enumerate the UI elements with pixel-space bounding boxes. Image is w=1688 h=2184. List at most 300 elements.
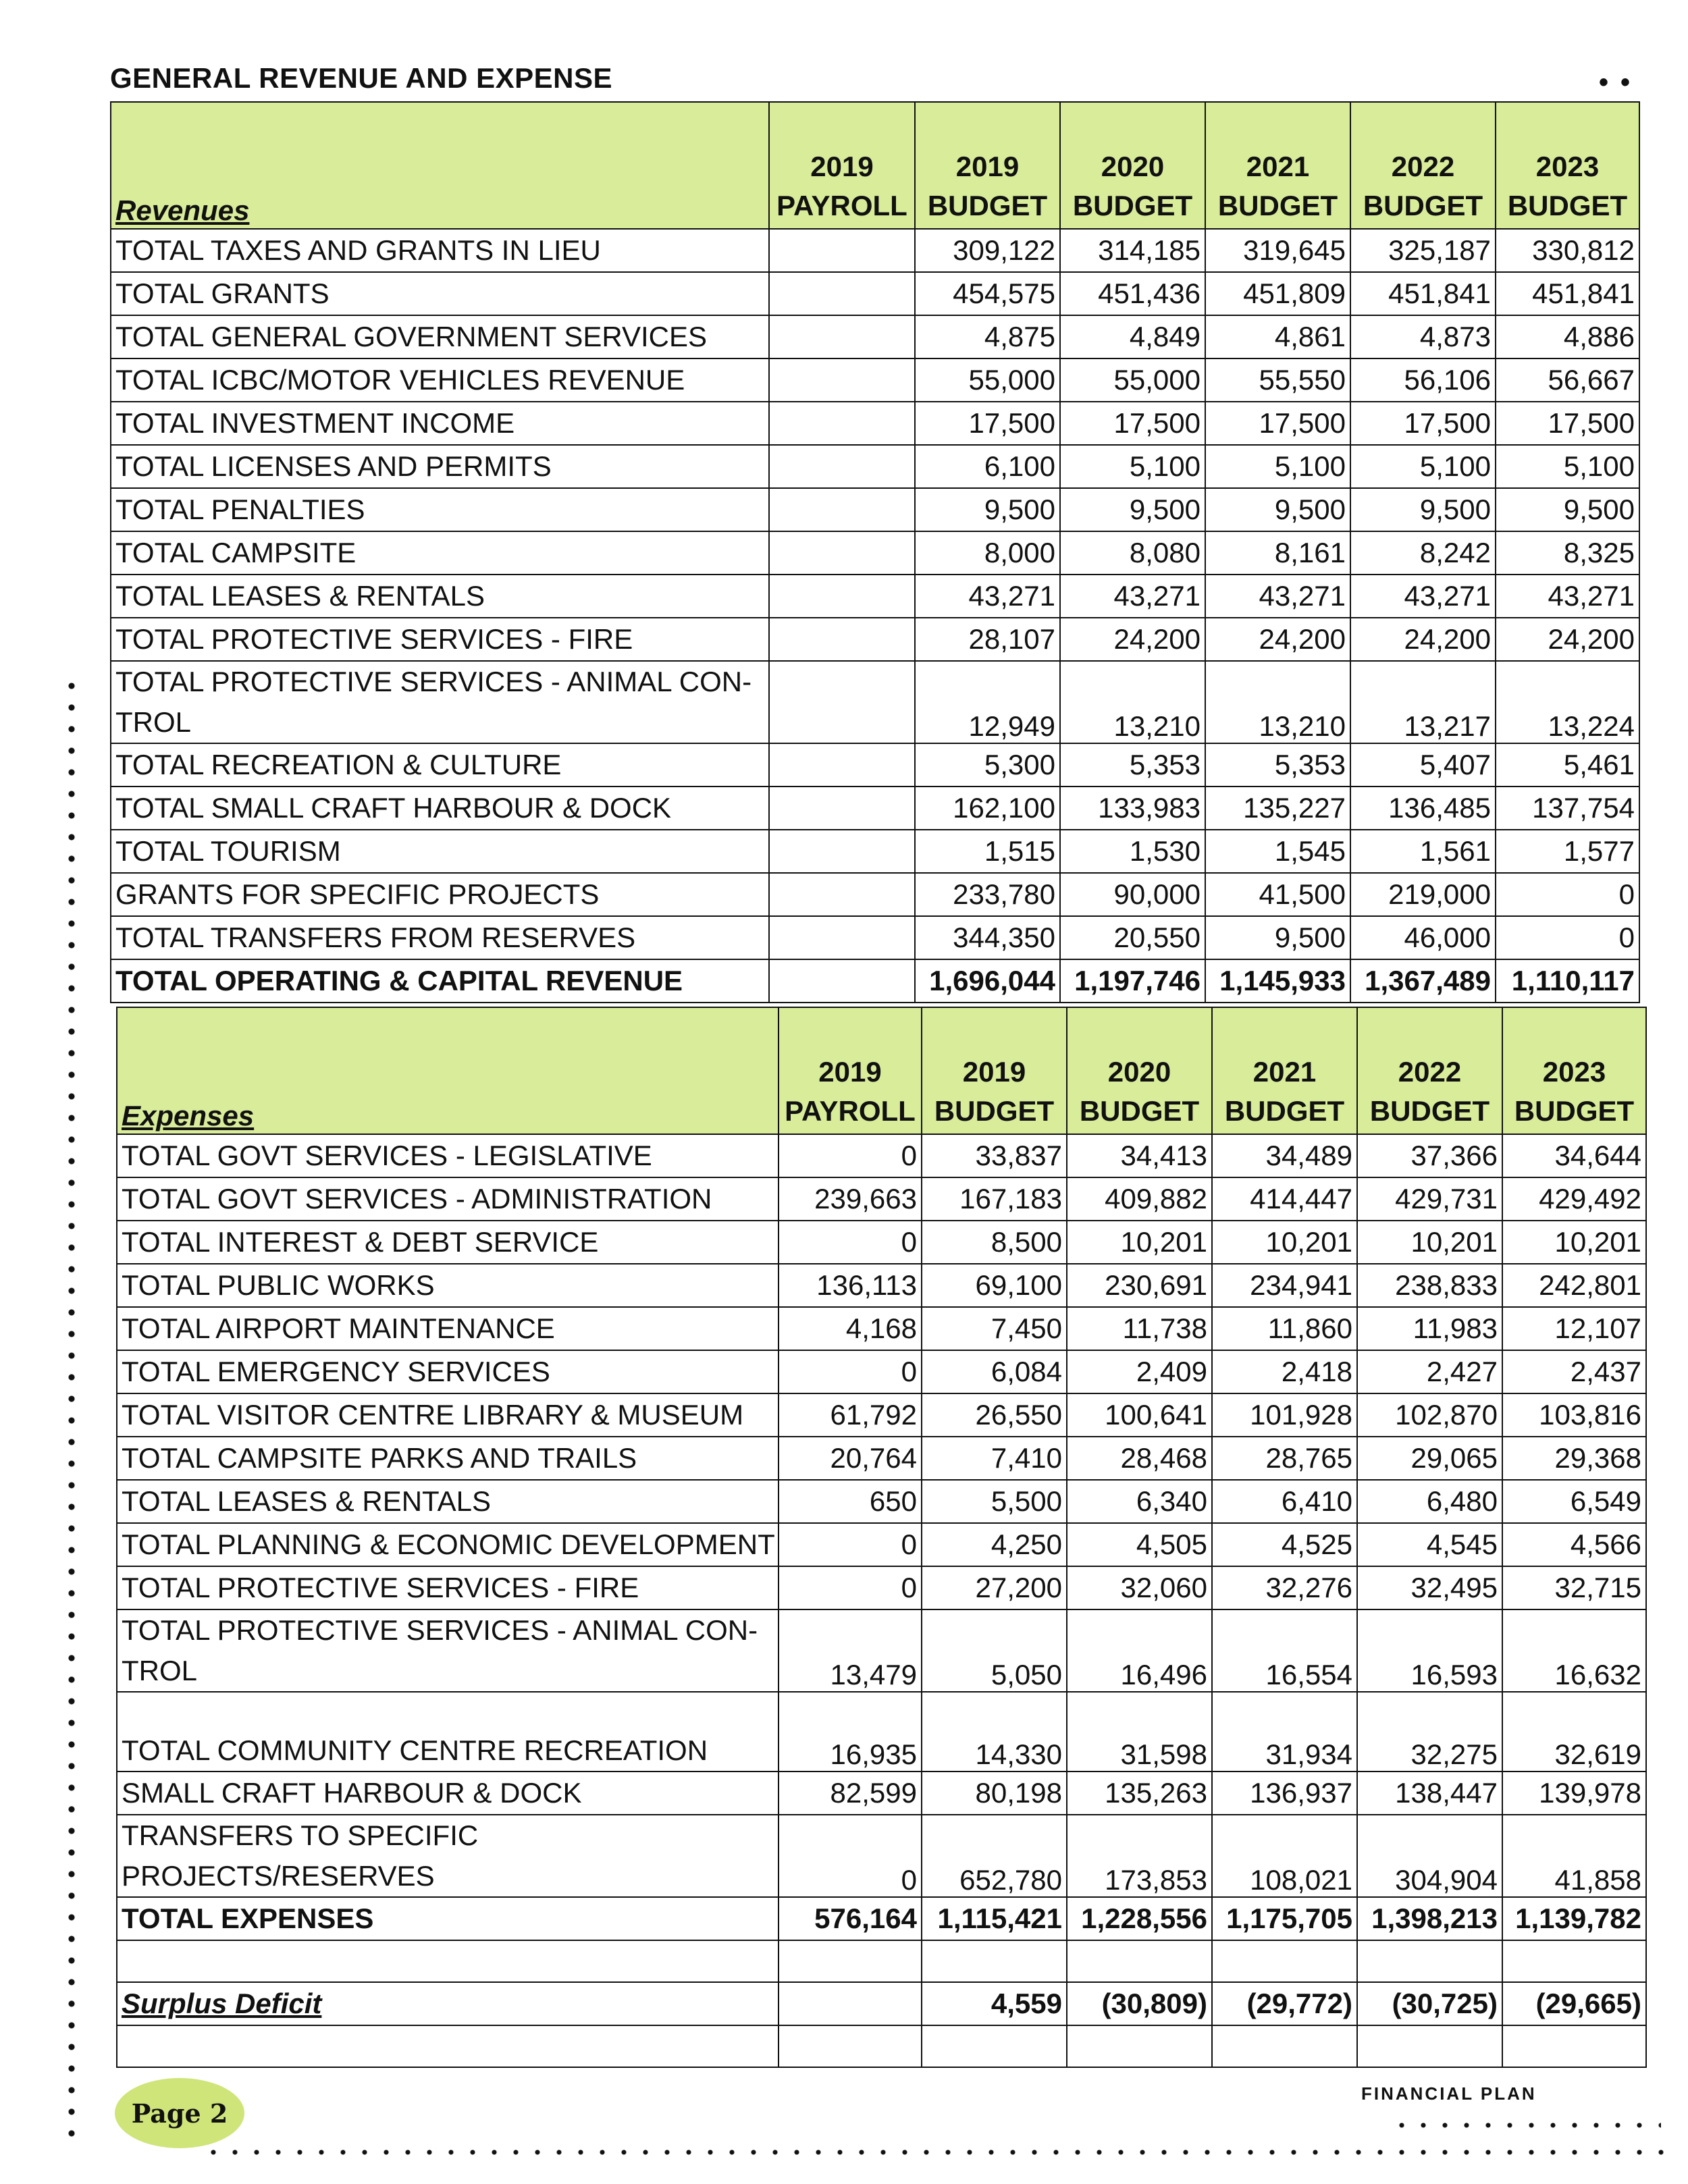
header-row [117, 1007, 1646, 1134]
cell-value: 8,080 [1060, 531, 1205, 575]
total-label: TOTAL EXPENSES [117, 1897, 779, 1940]
row-label: TOTAL PROTECTIVE SERVICES - ANIMAL CON-TROL [111, 661, 769, 743]
table-row [111, 358, 1639, 402]
cell-value: 13,210 [1060, 661, 1205, 743]
cell-value: 451,841 [1350, 272, 1496, 315]
cell-value: 24,200 [1496, 618, 1639, 661]
total-label: TOTAL OPERATING & CAPITAL REVENUE [111, 959, 769, 1003]
cell-value: 5,100 [1205, 445, 1350, 488]
blank-cell [779, 1940, 922, 1982]
cell-value [769, 743, 915, 787]
cell-value: 4,566 [1502, 1523, 1646, 1566]
total-row [117, 1897, 1646, 1940]
table-row [111, 575, 1639, 618]
cell-value: 2,418 [1212, 1350, 1357, 1393]
cell-value: 4,250 [922, 1523, 1067, 1566]
column-header-kind: PAYROLL [785, 1095, 916, 1127]
table-row [117, 1264, 1646, 1307]
table-row [111, 787, 1639, 830]
decorative-dot-border-footer [1391, 2119, 1661, 2132]
total-value: 576,164 [779, 1897, 922, 1940]
row-label: TOTAL GENERAL GOVERNMENT SERVICES [111, 315, 769, 358]
cell-value: 16,632 [1502, 1609, 1646, 1692]
table-row [111, 488, 1639, 531]
column-header-kind: BUDGET [1224, 1095, 1345, 1127]
cell-value: 46,000 [1350, 916, 1496, 959]
cell-value: 12,949 [915, 661, 1060, 743]
blank-cell [1212, 1940, 1357, 1982]
column-header-kind: BUDGET [1072, 190, 1193, 221]
total-value: 1,145,933 [1205, 959, 1350, 1003]
cell-value [769, 315, 915, 358]
cell-value: 314,185 [1060, 229, 1205, 272]
cell-value: 69,100 [922, 1264, 1067, 1307]
row-label: TOTAL LICENSES AND PERMITS [111, 445, 769, 488]
surplus-value: 4,559 [922, 1982, 1067, 2025]
column-header [1060, 102, 1205, 229]
cell-value: 454,575 [915, 272, 1060, 315]
column-header [779, 1007, 922, 1134]
cell-value: 32,619 [1502, 1692, 1646, 1772]
row-label: TOTAL ICBC/MOTOR VEHICLES REVENUE [111, 358, 769, 402]
cell-value: 230,691 [1067, 1264, 1212, 1307]
cell-value: 9,500 [1496, 488, 1639, 531]
cell-value: 4,545 [1357, 1523, 1502, 1566]
cell-value: 32,715 [1502, 1566, 1646, 1609]
row-label: TOTAL COMMUNITY CENTRE RECREATION [117, 1692, 779, 1772]
cell-value: 136,937 [1212, 1772, 1357, 1815]
section-heading: Revenues [111, 102, 769, 229]
cell-value: 233,780 [915, 873, 1060, 916]
cell-value: 11,860 [1212, 1307, 1357, 1350]
row-label: TOTAL AIRPORT MAINTENANCE [117, 1307, 779, 1350]
cell-value: 32,495 [1357, 1566, 1502, 1609]
table-row [117, 1480, 1646, 1523]
column-header-year: 2021 [1246, 151, 1310, 182]
cell-value: 61,792 [779, 1393, 922, 1437]
cell-value: 13,479 [779, 1609, 922, 1692]
cell-value: 2,427 [1357, 1350, 1502, 1393]
cell-value: 41,858 [1502, 1815, 1646, 1897]
cell-value: 101,928 [1212, 1393, 1357, 1437]
cell-value: 108,021 [1212, 1815, 1357, 1897]
column-header-year: 2022 [1398, 1056, 1462, 1088]
cell-value [769, 830, 915, 873]
cell-value [769, 272, 915, 315]
cell-value: 16,593 [1357, 1609, 1502, 1692]
cell-value: 133,983 [1060, 787, 1205, 830]
cell-value [769, 575, 915, 618]
column-header [1205, 102, 1350, 229]
column-header-year: 2023 [1542, 1056, 1606, 1088]
column-header-year: 2023 [1535, 151, 1600, 182]
table-row [117, 1177, 1646, 1221]
surplus-row [117, 1982, 1646, 2025]
blank-cell [1502, 2025, 1646, 2067]
cell-value: 9,500 [1205, 916, 1350, 959]
cell-value: 173,853 [1067, 1815, 1212, 1897]
cell-value: 4,525 [1212, 1523, 1357, 1566]
cell-value: 43,271 [915, 575, 1060, 618]
total-value: 1,398,213 [1357, 1897, 1502, 1940]
cell-value [769, 445, 915, 488]
blank-cell [922, 1940, 1067, 1982]
total-value: 1,367,489 [1350, 959, 1496, 1003]
blank-row [117, 1940, 1646, 1982]
cell-value: 56,667 [1496, 358, 1639, 402]
cell-value: 28,765 [1212, 1437, 1357, 1480]
cell-value: 24,200 [1060, 618, 1205, 661]
row-label: GRANTS FOR SPECIFIC PROJECTS [111, 873, 769, 916]
table-row [117, 1609, 1646, 1692]
cell-value [769, 358, 915, 402]
cell-value: 234,941 [1212, 1264, 1357, 1307]
cell-value: 13,210 [1205, 661, 1350, 743]
page-number-badge: Page 2 [115, 2078, 244, 2148]
decorative-dot-border-bottom [203, 2146, 1674, 2159]
total-value: 1,228,556 [1067, 1897, 1212, 1940]
cell-value: 9,500 [1060, 488, 1205, 531]
table-row [117, 1523, 1646, 1566]
total-value: 1,175,705 [1212, 1897, 1357, 1940]
cell-value: 28,107 [915, 618, 1060, 661]
total-value: 1,115,421 [922, 1897, 1067, 1940]
cell-value: 10,201 [1067, 1221, 1212, 1264]
cell-value: 137,754 [1496, 787, 1639, 830]
cell-value: 12,107 [1502, 1307, 1646, 1350]
cell-value: 650 [779, 1480, 922, 1523]
cell-value: 100,641 [1067, 1393, 1212, 1437]
table-row [117, 1772, 1646, 1815]
decorative-dot-border-left [65, 675, 78, 2147]
table-row [111, 402, 1639, 445]
cell-value: 1,545 [1205, 830, 1350, 873]
cell-value: 5,300 [915, 743, 1060, 787]
cell-value: 56,106 [1350, 358, 1496, 402]
cell-value: 304,904 [1357, 1815, 1502, 1897]
column-header-year: 2019 [955, 151, 1020, 182]
cell-value: 26,550 [922, 1393, 1067, 1437]
surplus-label: Surplus Deficit [117, 1982, 779, 2025]
column-header-year: 2019 [818, 1056, 882, 1088]
cell-value: 7,410 [922, 1437, 1067, 1480]
cell-value: 17,500 [1060, 402, 1205, 445]
cell-value [769, 661, 915, 743]
row-label: TOTAL RECREATION & CULTURE [111, 743, 769, 787]
cell-value: 32,060 [1067, 1566, 1212, 1609]
cell-value: 4,505 [1067, 1523, 1212, 1566]
table-row [117, 1393, 1646, 1437]
cell-value: 80,198 [922, 1772, 1067, 1815]
blank-row [117, 2025, 1646, 2067]
cell-value: 9,500 [1350, 488, 1496, 531]
cell-value [769, 531, 915, 575]
cell-value: 135,227 [1205, 787, 1350, 830]
section-heading: Expenses [117, 1007, 779, 1134]
cell-value: 409,882 [1067, 1177, 1212, 1221]
row-label: TOTAL SMALL CRAFT HARBOUR & DOCK [111, 787, 769, 830]
table-row [111, 743, 1639, 787]
table-row [111, 531, 1639, 575]
cell-value: 451,809 [1205, 272, 1350, 315]
table-row [111, 661, 1639, 743]
row-label: TOTAL INTEREST & DEBT SERVICE [117, 1221, 779, 1264]
cell-value: 0 [1496, 873, 1639, 916]
row-label: TOTAL PROTECTIVE SERVICES - FIRE [111, 618, 769, 661]
row-label: TOTAL INVESTMENT INCOME [111, 402, 769, 445]
cell-value: 5,407 [1350, 743, 1496, 787]
decorative-dots: •• [1599, 68, 1643, 97]
row-label: TOTAL PROTECTIVE SERVICES - ANIMAL CON-TROL [117, 1609, 779, 1692]
cell-value: 82,599 [779, 1772, 922, 1815]
cell-value: 5,100 [1496, 445, 1639, 488]
cell-value: 4,861 [1205, 315, 1350, 358]
cell-value: 10,201 [1212, 1221, 1357, 1264]
column-header-year: 2021 [1252, 1056, 1317, 1088]
column-header-year: 2020 [1107, 1056, 1171, 1088]
table-row [117, 1134, 1646, 1177]
surplus-value [779, 1982, 922, 2025]
cell-value: 20,764 [779, 1437, 922, 1480]
table-row [111, 916, 1639, 959]
cell-value: 11,983 [1357, 1307, 1502, 1350]
cell-value: 242,801 [1502, 1264, 1646, 1307]
column-header-kind: BUDGET [934, 1095, 1055, 1127]
cell-value: 2,409 [1067, 1350, 1212, 1393]
column-header-year: 2019 [962, 1056, 1026, 1088]
table-row [111, 229, 1639, 272]
cell-value: 319,645 [1205, 229, 1350, 272]
cell-value: 43,271 [1060, 575, 1205, 618]
cell-value: 344,350 [915, 916, 1060, 959]
table-row [111, 445, 1639, 488]
cell-value: 451,841 [1496, 272, 1639, 315]
cell-value: 17,500 [1350, 402, 1496, 445]
cell-value: 55,000 [1060, 358, 1205, 402]
cell-value: 37,366 [1357, 1134, 1502, 1177]
cell-value: 239,663 [779, 1177, 922, 1221]
column-header [1067, 1007, 1212, 1134]
cell-value: 24,200 [1205, 618, 1350, 661]
cell-value: 5,353 [1060, 743, 1205, 787]
cell-value: 0 [779, 1815, 922, 1897]
column-header-year: 2019 [810, 151, 874, 182]
cell-value [769, 488, 915, 531]
cell-value: 0 [779, 1221, 922, 1264]
cell-value: 167,183 [922, 1177, 1067, 1221]
column-header [1357, 1007, 1502, 1134]
cell-value [769, 916, 915, 959]
column-header-kind: BUDGET [1369, 1095, 1490, 1127]
cell-value: 10,201 [1357, 1221, 1502, 1264]
cell-value: 136,113 [779, 1264, 922, 1307]
cell-value: 7,450 [922, 1307, 1067, 1350]
cell-value: 309,122 [915, 229, 1060, 272]
column-header [922, 1007, 1067, 1134]
cell-value: 1,530 [1060, 830, 1205, 873]
cell-value: 5,050 [922, 1609, 1067, 1692]
page-title: GENERAL REVENUE AND EXPENSE [110, 62, 612, 94]
cell-value: 13,224 [1496, 661, 1639, 743]
cell-value: 0 [779, 1134, 922, 1177]
cell-value: 31,934 [1212, 1692, 1357, 1772]
column-header [1350, 102, 1496, 229]
cell-value: 4,875 [915, 315, 1060, 358]
cell-value: 8,000 [915, 531, 1060, 575]
surplus-value: (30,809) [1067, 1982, 1212, 2025]
cell-value: 43,271 [1350, 575, 1496, 618]
cell-value: 17,500 [1205, 402, 1350, 445]
cell-value: 1,515 [915, 830, 1060, 873]
column-header-kind: BUDGET [1507, 190, 1628, 221]
cell-value: 29,065 [1357, 1437, 1502, 1480]
cell-value: 32,275 [1357, 1692, 1502, 1772]
column-header [915, 102, 1060, 229]
total-value: 1,197,746 [1060, 959, 1205, 1003]
row-label: TOTAL PUBLIC WORKS [117, 1264, 779, 1307]
cell-value: 136,485 [1350, 787, 1496, 830]
surplus-value: (29,665) [1502, 1982, 1646, 2025]
row-label: SMALL CRAFT HARBOUR & DOCK [117, 1772, 779, 1815]
blank-cell [117, 1940, 779, 1982]
cell-value: 4,849 [1060, 315, 1205, 358]
cell-value: 90,000 [1060, 873, 1205, 916]
cell-value: 1,577 [1496, 830, 1639, 873]
row-label: TOTAL VISITOR CENTRE LIBRARY & MUSEUM [117, 1393, 779, 1437]
cell-value: 5,353 [1205, 743, 1350, 787]
cell-value: 32,276 [1212, 1566, 1357, 1609]
column-header [769, 102, 915, 229]
cell-value: 5,100 [1060, 445, 1205, 488]
column-header-kind: BUDGET [927, 190, 1048, 221]
row-label: TOTAL CAMPSITE [111, 531, 769, 575]
cell-value [769, 787, 915, 830]
cell-value [769, 618, 915, 661]
cell-value: 6,549 [1502, 1480, 1646, 1523]
row-label: TOTAL EMERGENCY SERVICES [117, 1350, 779, 1393]
table-row [117, 1815, 1646, 1897]
cell-value: 135,263 [1067, 1772, 1212, 1815]
cell-value: 4,168 [779, 1307, 922, 1350]
row-label: TOTAL LEASES & RENTALS [111, 575, 769, 618]
column-header-kind: BUDGET [1363, 190, 1483, 221]
cell-value: 4,873 [1350, 315, 1496, 358]
blank-cell [779, 2025, 922, 2067]
cell-value: 55,550 [1205, 358, 1350, 402]
revenue-table [110, 101, 1640, 1003]
cell-value: 6,084 [922, 1350, 1067, 1393]
table-row [111, 618, 1639, 661]
total-value: 1,110,117 [1496, 959, 1639, 1003]
cell-value: 5,461 [1496, 743, 1639, 787]
cell-value: 414,447 [1212, 1177, 1357, 1221]
cell-value: 34,644 [1502, 1134, 1646, 1177]
blank-cell [1357, 1940, 1502, 1982]
table-row [117, 1692, 1646, 1772]
cell-value: 5,500 [922, 1480, 1067, 1523]
row-label: TOTAL GOVT SERVICES - ADMINISTRATION [117, 1177, 779, 1221]
column-header [1502, 1007, 1646, 1134]
column-header-kind: PAYROLL [776, 190, 907, 221]
footer-label: FINANCIAL PLAN [1361, 2083, 1537, 2104]
cell-value: 0 [779, 1523, 922, 1566]
cell-value: 325,187 [1350, 229, 1496, 272]
cell-value: 55,000 [915, 358, 1060, 402]
cell-value: 24,200 [1350, 618, 1496, 661]
cell-value: 0 [779, 1350, 922, 1393]
cell-value: 330,812 [1496, 229, 1639, 272]
column-header [1212, 1007, 1357, 1134]
blank-cell [1067, 1940, 1212, 1982]
blank-cell [1212, 2025, 1357, 2067]
row-label: TOTAL TAXES AND GRANTS IN LIEU [111, 229, 769, 272]
cell-value: 16,554 [1212, 1609, 1357, 1692]
cell-value: 31,598 [1067, 1692, 1212, 1772]
blank-cell [1067, 2025, 1212, 2067]
cell-value: 139,978 [1502, 1772, 1646, 1815]
cell-value: 5,100 [1350, 445, 1496, 488]
cell-value: 29,368 [1502, 1437, 1646, 1480]
cell-value: 429,492 [1502, 1177, 1646, 1221]
row-label: TOTAL TRANSFERS FROM RESERVES [111, 916, 769, 959]
cell-value [769, 873, 915, 916]
table-row [117, 1437, 1646, 1480]
blank-cell [1357, 2025, 1502, 2067]
expense-table [116, 1007, 1647, 2068]
blank-cell [922, 2025, 1067, 2067]
cell-value: 16,935 [779, 1692, 922, 1772]
cell-value: 102,870 [1357, 1393, 1502, 1437]
row-label: TOTAL TOURISM [111, 830, 769, 873]
cell-value: 138,447 [1357, 1772, 1502, 1815]
column-header-kind: BUDGET [1514, 1095, 1635, 1127]
column-header [1496, 102, 1639, 229]
cell-value: 8,242 [1350, 531, 1496, 575]
cell-value: 9,500 [1205, 488, 1350, 531]
cell-value: 8,161 [1205, 531, 1350, 575]
blank-cell [117, 2025, 779, 2067]
row-label: TOTAL GOVT SERVICES - LEGISLATIVE [117, 1134, 779, 1177]
cell-value: 14,330 [922, 1692, 1067, 1772]
header-row [111, 102, 1639, 229]
surplus-value: (29,772) [1212, 1982, 1357, 2025]
table-row [117, 1566, 1646, 1609]
row-label: TOTAL LEASES & RENTALS [117, 1480, 779, 1523]
cell-value: 8,500 [922, 1221, 1067, 1264]
cell-value: 6,410 [1212, 1480, 1357, 1523]
table-row [117, 1307, 1646, 1350]
table-row [111, 272, 1639, 315]
table-row [111, 315, 1639, 358]
cell-value: 451,436 [1060, 272, 1205, 315]
cell-value: 9,500 [915, 488, 1060, 531]
cell-value: 33,837 [922, 1134, 1067, 1177]
cell-value: 0 [1496, 916, 1639, 959]
cell-value: 4,886 [1496, 315, 1639, 358]
table-row [117, 1350, 1646, 1393]
cell-value [769, 229, 915, 272]
cell-value: 8,325 [1496, 531, 1639, 575]
row-label: TOTAL PROTECTIVE SERVICES - FIRE [117, 1566, 779, 1609]
cell-value: 6,100 [915, 445, 1060, 488]
cell-value: 10,201 [1502, 1221, 1646, 1264]
column-header-year: 2022 [1391, 151, 1455, 182]
column-header-kind: BUDGET [1217, 190, 1338, 221]
surplus-value: (30,725) [1357, 1982, 1502, 2025]
row-label: TOTAL PENALTIES [111, 488, 769, 531]
cell-value: 34,413 [1067, 1134, 1212, 1177]
row-label: TRANSFERS TO SPECIFIC PROJECTS/RESERVES [117, 1815, 779, 1897]
